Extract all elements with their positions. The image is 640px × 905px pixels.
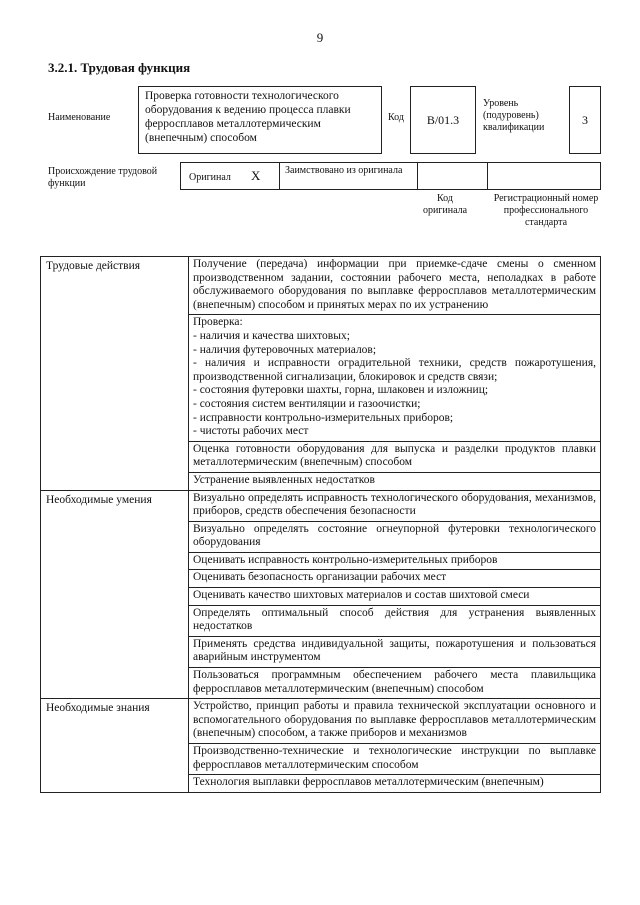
check-item: - состояния систем вентиляции и газоочистки;: [193, 397, 421, 410]
check-title: Проверка:: [193, 316, 243, 329]
knowledge-label: Необходимые знания: [41, 699, 189, 793]
origin-divider: [279, 163, 280, 189]
page-number: 9: [316, 30, 324, 45]
actions-label: Трудовые действия: [41, 257, 189, 491]
level-label: [483, 98, 567, 134]
section-title: 3.2.1. Трудовая функция: [48, 60, 191, 75]
action-item: Устранение выявленных недостатков: [189, 472, 601, 490]
code-label: Код: [388, 112, 404, 123]
code-value: B/01.3: [410, 86, 476, 154]
caption-reg: Регистрационный номер профессионального стандарта: [493, 193, 599, 228]
function-table: [40, 256, 601, 793]
skill-item: Пользоваться программным обеспечением рабочего места плавильщика ферросплавов металлотермическим (внепечным) способом: [189, 668, 601, 699]
origin-row: [180, 162, 601, 190]
skill-item: Визуально определять состояние огнеупорной футеровки технологического оборудования: [189, 521, 601, 552]
check-item: - чистоты рабочих мест: [193, 425, 309, 438]
origin-divider: [487, 163, 488, 189]
original-mark: X: [251, 168, 261, 183]
skill-item: Применять средства индивидуальной защиты, пожаротушения и пользоваться аварийным инструментом: [189, 636, 601, 667]
knowledge-item: Технология выплавки ферросплавов металлотермическим (внепечным): [189, 775, 601, 793]
skill-item: Оценивать исправность контрольно-измерительных приборов: [189, 552, 601, 570]
check-item: - наличия и исправности оградительной техники, средств пожаротушения, производственной сигнализации, блокировок и средств связи;: [193, 357, 596, 383]
level-label-text: Уровень (подуровень) квалификации: [483, 98, 545, 133]
borrowed-label: Заимствовано из оригинала: [285, 165, 403, 176]
level-value: 3: [569, 86, 601, 154]
origin-label: Происхождение трудовой функции: [48, 166, 158, 189]
check-cell: [189, 315, 601, 441]
skill-item: Визуально определять исправность технологического оборудования, механизмов, приборов, средств обеспечения безопасности: [189, 490, 601, 521]
origin-divider: [417, 163, 418, 189]
action-item: Получение (передача) информации при приемке-сдаче смены о сменном производственном задании, состоянии рабочего места, неполадках в работе обслуживаемого оборудования по выплавке ферросплавов металлотермическим (внепечным) способом и принятых мерах по их устранению: [189, 257, 601, 315]
table-row: [41, 490, 601, 521]
function-name: Проверка готовности технологического оборудования к ведению процесса плавки ферросплавов металлотермическим (внепечным) способом: [138, 86, 382, 154]
skill-item: Оценивать безопасность организации рабочих мест: [189, 570, 601, 588]
skill-item: Оценивать качество шихтовых материалов и состав шихтовой смеси: [189, 588, 601, 606]
knowledge-item: Производственно-технические и технологические инструкции по выплавке ферросплавов металлотермическим способом: [189, 744, 601, 775]
skills-label: Необходимые умения: [41, 490, 189, 699]
check-item: - состояния футеровки шахты, горна, шлаковен и изложниц;: [193, 384, 489, 397]
action-item: Оценка готовности оборудования для выпуска и разделки продуктов плавки металлотермическим (внепечным) способом: [189, 441, 601, 472]
original-label: Оригинал: [189, 172, 231, 183]
table-row: [41, 257, 601, 315]
check-item: - исправности контрольно-измерительных приборов;: [193, 411, 454, 424]
table-row: [41, 699, 601, 744]
caption-code-text: Код оригинала: [422, 193, 468, 216]
knowledge-item: Устройство, принцип работы и правила технической эксплуатации основного и вспомогательного оборудования по выплавке ферросплавов металлотермическим (внепечным) способом, а также приборов и механизмов: [189, 699, 601, 744]
check-item: - наличия футеровочных материалов;: [193, 343, 377, 356]
caption-code: [405, 193, 485, 217]
name-label: Наименование: [48, 112, 111, 123]
check-item: - наличия и качества шихтовых;: [193, 329, 350, 342]
skill-item: Определять оптимальный способ действия для устранения выявленных недостатков: [189, 605, 601, 636]
